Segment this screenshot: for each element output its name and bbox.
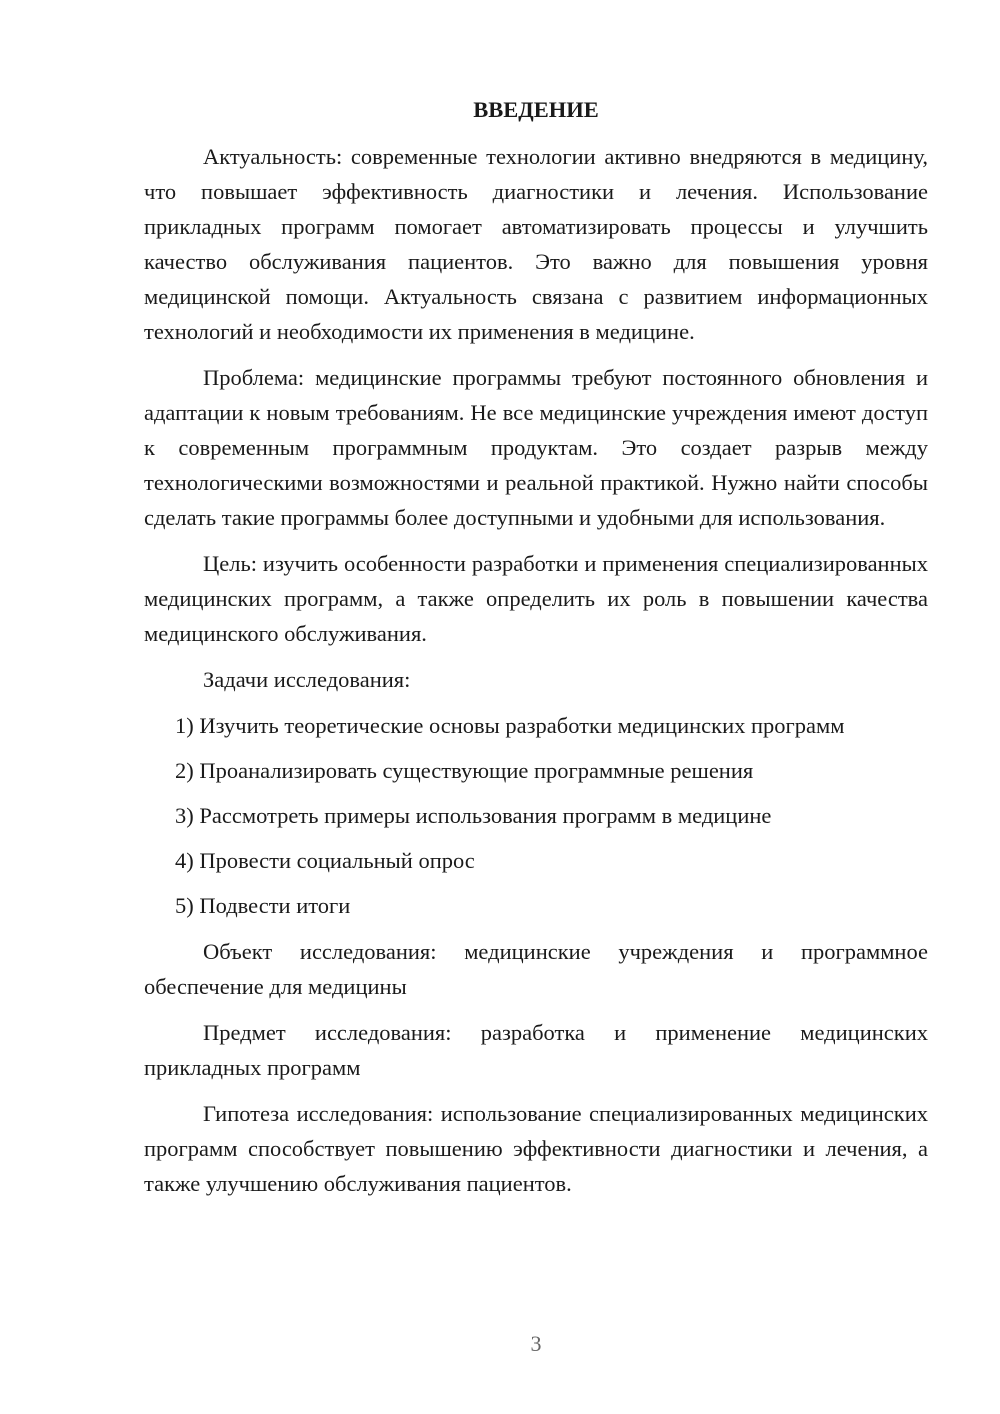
page-number: 3 bbox=[530, 1331, 542, 1356]
section-heading: ВВЕДЕНИЕ bbox=[473, 97, 599, 122]
object-paragraph: Объект исследования: медицинские учреждения и программное обеспечение для медицины bbox=[144, 939, 928, 999]
relevance-paragraph: Актуальность: современные технологии активно внедряются в медицину, что повышает эффективность диагностики и лечения. Использование прикладных программ помогает автоматизировать процессы и улучшить качество обслуживания пациентов. Это важно для повышения уровня медицинской помощи. Актуальность связана с развитием информационных технологий и необходимости их применения в медицине. bbox=[144, 144, 928, 344]
page-content bbox=[144, 92, 928, 1212]
tasks-heading: Задачи исследования: bbox=[203, 667, 411, 692]
problem-paragraph: Проблема: медицинские программы требуют постоянного обновления и адаптации к новым требованиям. Не все медицинские учреждения имеют доступ к современным программным продуктам. Это создает разрыв между технологическими возможностями и реальной практикой. Нужно найти способы сделать такие программы более доступными и удобными для использования. bbox=[144, 365, 928, 530]
list-item: 5) Подвести итоги bbox=[175, 893, 351, 918]
list-item: 4) Провести социальный опрос bbox=[175, 848, 475, 873]
goal-paragraph: Цель: изучить особенности разработки и применения специализированных медицинских программ, а также определить их роль в повышении качества медицинского обслуживания. bbox=[144, 551, 928, 646]
list-item: 3) Рассмотреть примеры использования программ в медицине bbox=[175, 803, 772, 828]
tasks-list bbox=[144, 708, 928, 923]
subject-paragraph: Предмет исследования: разработка и применение медицинских прикладных программ bbox=[144, 1020, 928, 1080]
list-item: 1) Изучить теоретические основы разработки медицинских программ bbox=[175, 713, 845, 738]
list-item: 2) Проанализировать существующие программные решения bbox=[175, 758, 754, 783]
hypothesis-paragraph: Гипотеза исследования: использование специализированных медицинских программ способствует повышению эффективности диагностики и лечения, а также улучшению обслуживания пациентов. bbox=[144, 1101, 928, 1196]
